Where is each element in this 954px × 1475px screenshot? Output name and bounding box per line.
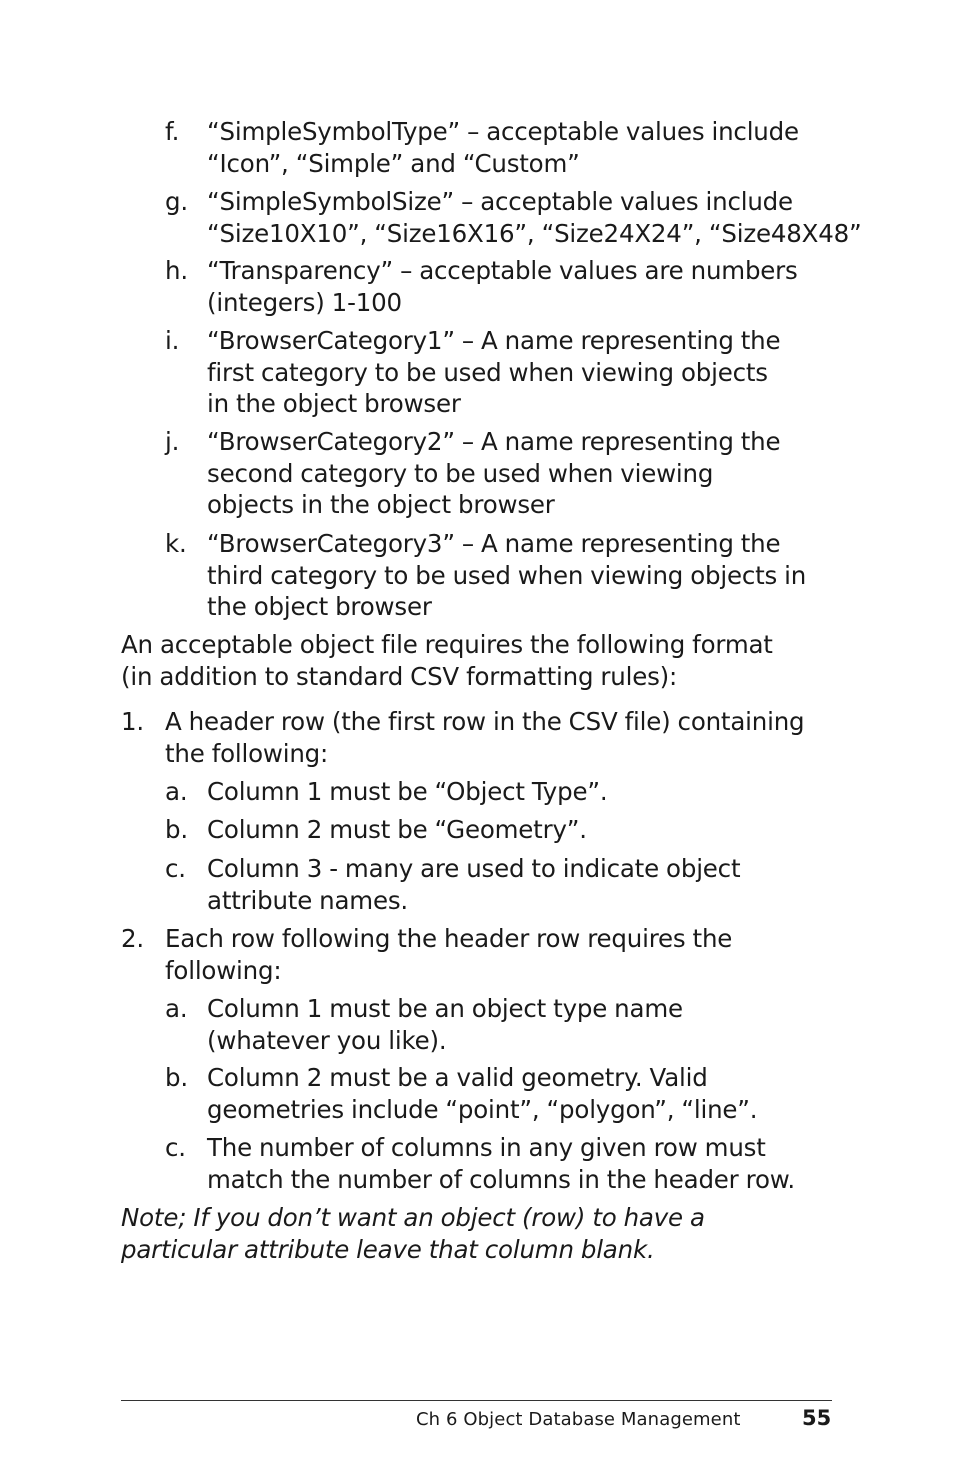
list-item-text: “SimpleSymbolType” – acceptable values include — [207, 117, 799, 146]
list-marker: b. — [165, 815, 188, 844]
list-item-text: third category to be used when viewing objects in — [207, 560, 807, 590]
list-item-text: second category to be used when viewing — [207, 458, 714, 488]
list-item-text: objects in the object browser — [207, 490, 555, 519]
list-item-text: (whatever you like). — [207, 1025, 447, 1055]
list-marker: a. — [165, 994, 188, 1023]
note-line: Note; If you don’t want an object (row) to have a — [121, 1203, 705, 1232]
list-item-text: “BrowserCategory2” – A name representing the — [207, 427, 781, 456]
list-marker: f. — [165, 117, 180, 146]
list-marker: j. — [165, 427, 180, 456]
paragraph-line: An acceptable object file requires the following format — [121, 630, 773, 659]
list-marker: g. — [165, 187, 188, 216]
list-item-text: The number of columns in any given row must — [207, 1133, 766, 1162]
list-item-text: the following: — [165, 738, 329, 768]
list-item-text: Each row following the header row requires the — [165, 924, 733, 953]
list-item-text: Column 2 must be “Geometry”. — [207, 815, 587, 844]
list-marker: 2. — [121, 924, 144, 953]
list-marker: i. — [165, 326, 180, 355]
list-item-text: the object browser — [207, 592, 432, 621]
list-item-text: first category to be used when viewing objects — [207, 357, 768, 387]
list-item-text: Column 3 - many are used to indicate object — [207, 854, 741, 883]
list-item-text: Column 1 must be an object type name — [207, 994, 683, 1023]
list-item-text: attribute names. — [207, 885, 408, 915]
list-item-text: “BrowserCategory1” – A name representing the — [207, 326, 781, 355]
list-item-text: “SimpleSymbolSize” – acceptable values include — [207, 187, 793, 216]
list-item-text: “Transparency” – acceptable values are numbers — [207, 256, 798, 285]
paragraph-line: (in addition to standard CSV formatting rules): — [121, 661, 678, 691]
list-marker: b. — [165, 1063, 188, 1092]
list-marker: h. — [165, 256, 188, 285]
note-paragraph — [121, 1202, 705, 1265]
list-item-text: (integers) 1-100 — [207, 287, 402, 317]
list-item-text: A header row (the first row in the CSV file) containing — [165, 707, 805, 736]
footer-chapter-title: Ch 6 Object Database Management — [416, 1409, 741, 1430]
list-item-text: “Icon”, “Simple” and “Custom” — [207, 148, 580, 178]
list-item-text: Column 2 must be a valid geometry. Valid — [207, 1063, 708, 1092]
list-item-text: following: — [165, 955, 282, 985]
list-item-text: in the object browser — [207, 389, 461, 418]
page-number: 55 — [802, 1406, 832, 1430]
list-marker: c. — [165, 1133, 186, 1162]
list-marker: c. — [165, 854, 186, 883]
list-marker: 1. — [121, 707, 144, 736]
list-marker: a. — [165, 777, 188, 806]
list-marker: k. — [165, 529, 187, 558]
note-line: particular attribute leave that column blank. — [121, 1234, 655, 1264]
list-item-text: match the number of columns in the header row. — [207, 1164, 795, 1194]
list-item-text: geometries include “point”, “polygon”, “line”. — [207, 1094, 758, 1124]
list-item-text: “BrowserCategory3” – A name representing the — [207, 529, 781, 558]
list-item-text: Column 1 must be “Object Type”. — [207, 777, 608, 806]
footer-divider — [121, 1400, 832, 1401]
intro-paragraph — [121, 629, 773, 692]
list-item-text: “Size10X10”, “Size16X16”, “Size24X24”, “Size48X48” — [207, 218, 862, 248]
